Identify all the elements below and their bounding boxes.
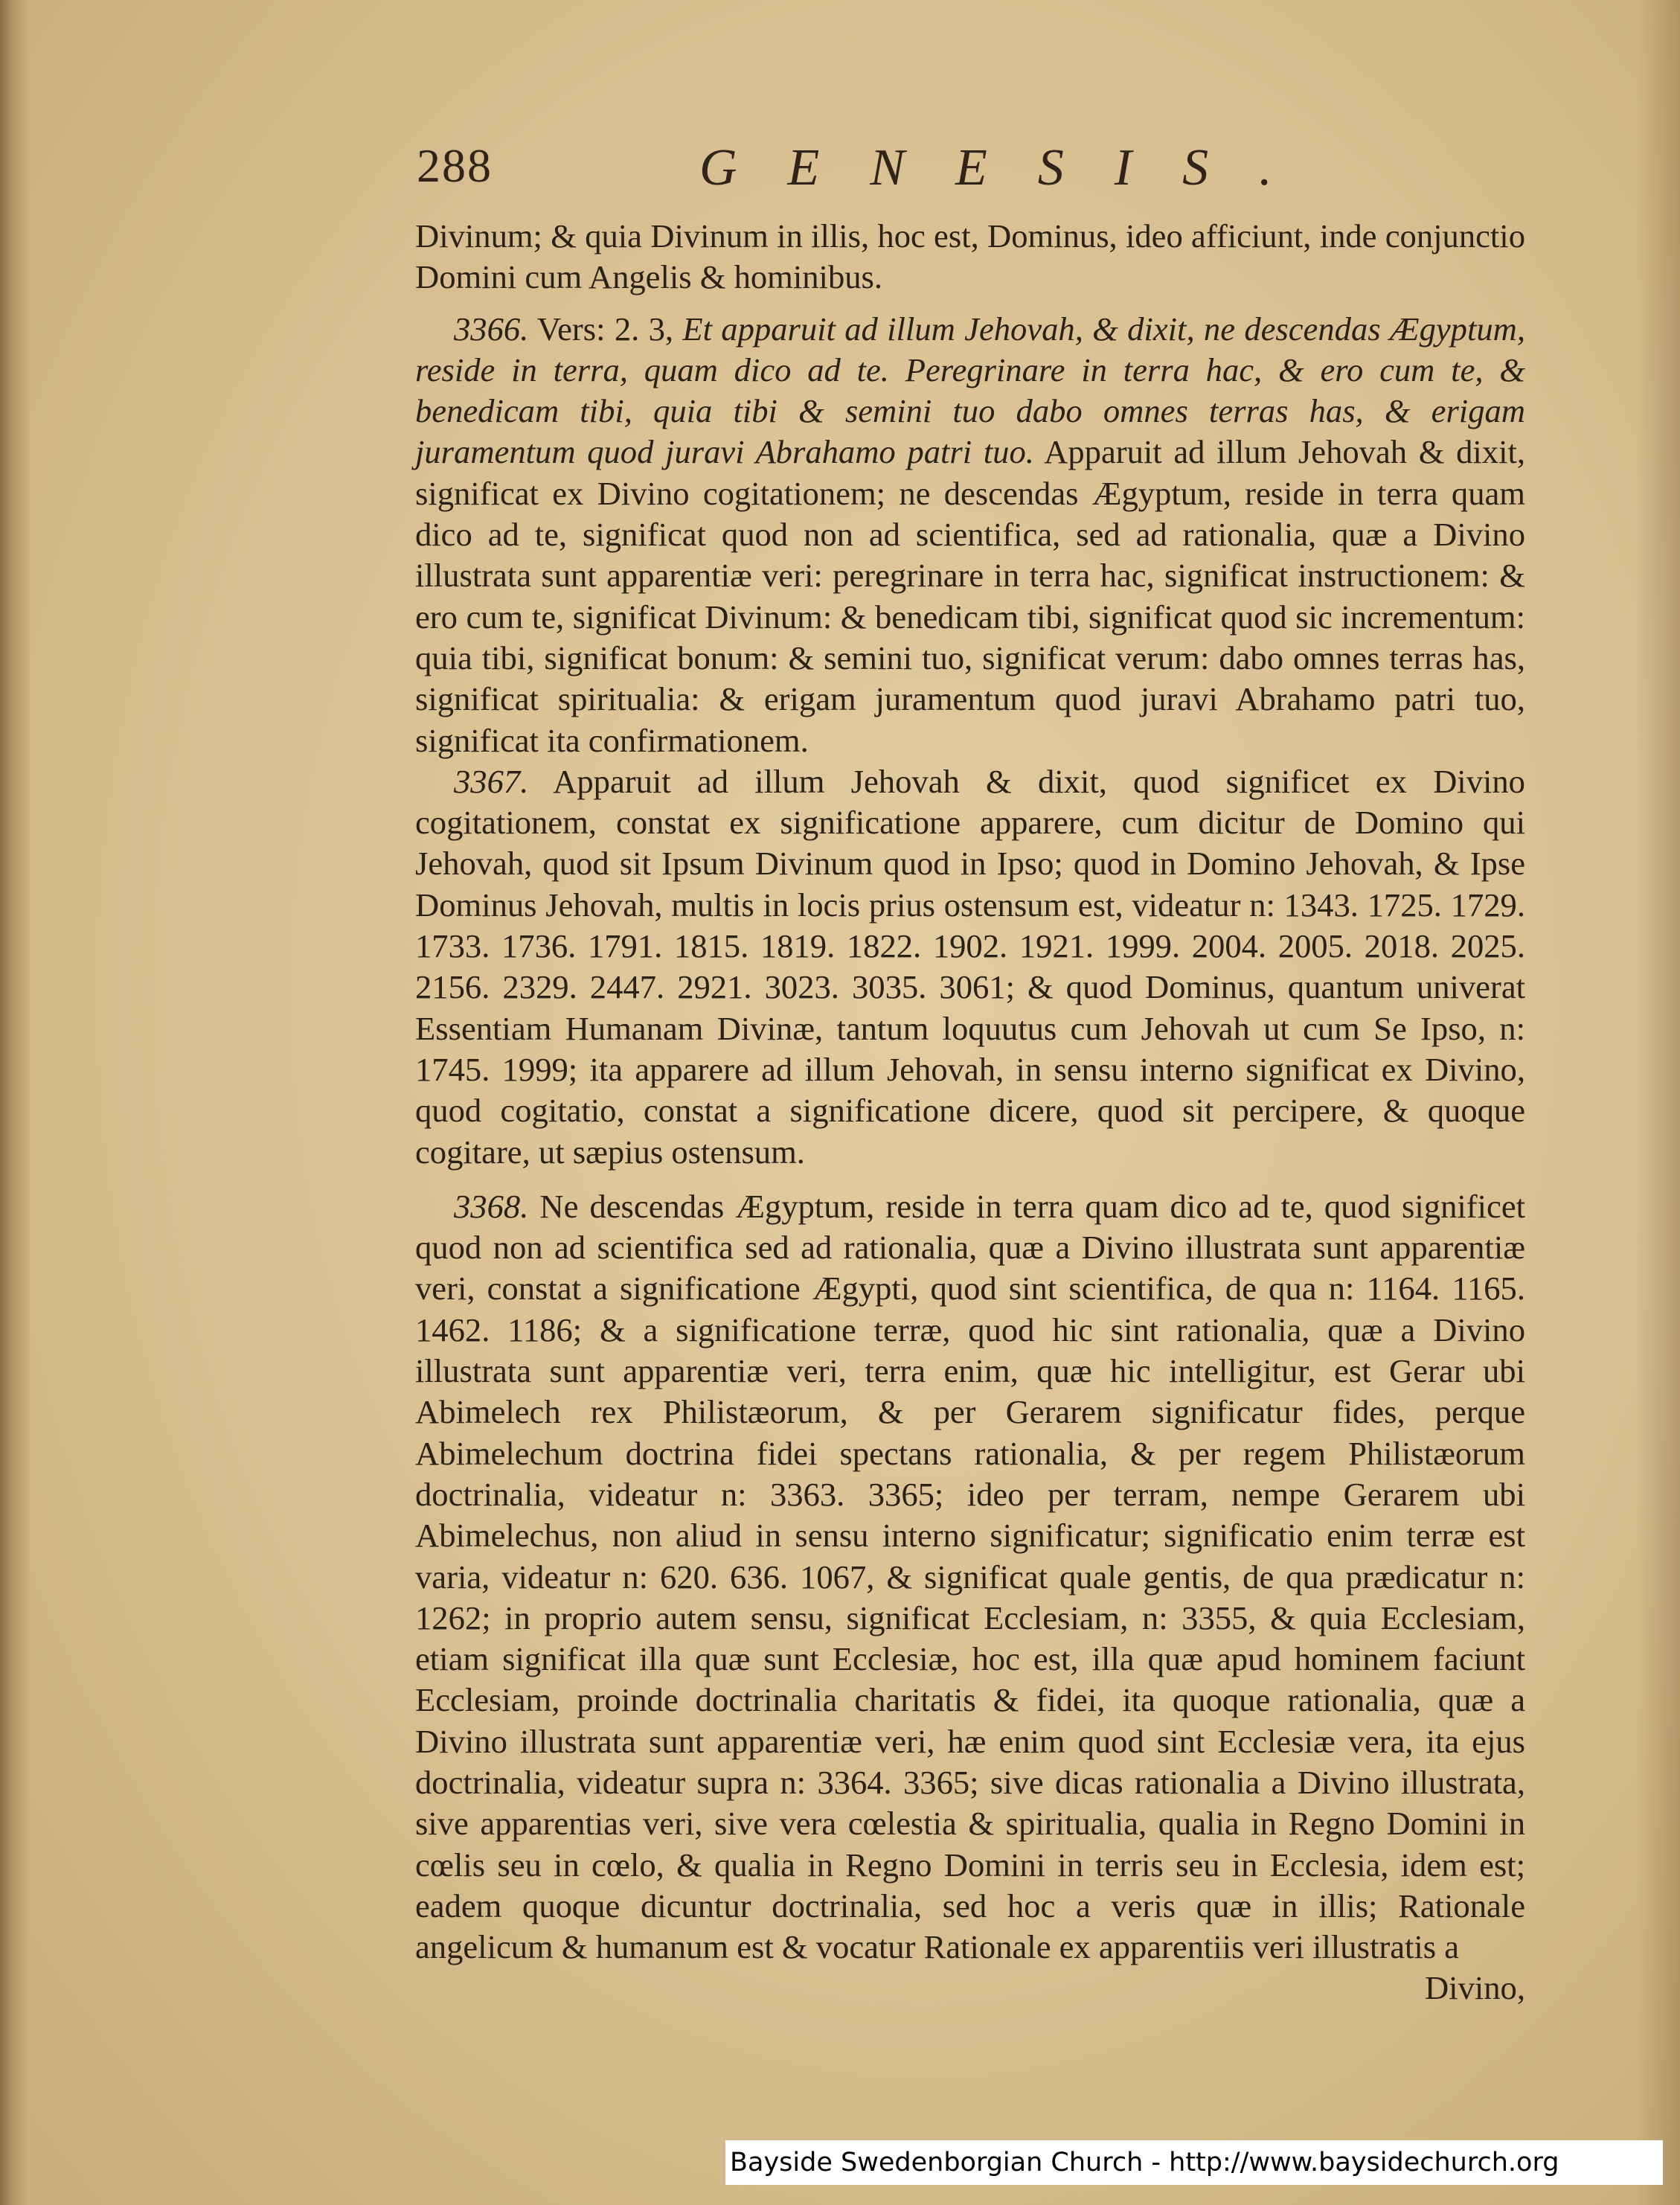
text-segment: Apparuit ad illum Jehovah & dixit, significat ex Divino cogitationem; ne descendas Ægyptum, reside in terra quam dico ad te, significat quod non ad scientifica, sed ad rationalia, quæ a Divino illustrata sunt apparentiæ veri: peregrinare in terra hac, significat instructionem: & ero cum te, significat Divinum: & benedicam tibi, significat quod sic incrementum: quia tibi, significat bonum: & semini tuo, significat verum: dabo omnes terras has, significat spiritualia: & erigam juramentum quod juravi Abrahamo patri tuo, significat ita confirmationem. xyxy=(415,433,1525,759)
footer-watermark: Bayside Swedenborgian Church - http://www.baysidechurch.org xyxy=(725,2140,1663,2185)
page-gutter-shadow xyxy=(0,0,30,2205)
catchword: Divino, xyxy=(1424,1969,1525,2007)
text-segment: Divinum; & quia Divinum in illis, hoc est, Dominus, ideo afficiunt, inde conjunctio Domini cum Angelis & hominibus. xyxy=(415,217,1525,296)
body-text xyxy=(415,216,1525,2009)
running-title: GENESIS. xyxy=(699,139,1323,196)
text-segment: Vers: 2. 3, xyxy=(536,310,683,348)
paragraph-3367 xyxy=(415,761,1525,1173)
paragraph-number: 3368. xyxy=(454,1187,529,1225)
page-header xyxy=(417,138,1525,205)
page-edge-shadow xyxy=(1635,0,1680,2205)
paragraph-number: 3366. xyxy=(454,310,529,348)
paragraph-continuation xyxy=(415,216,1525,298)
page-number: 288 xyxy=(417,139,493,192)
paragraph-3366 xyxy=(415,309,1525,761)
paragraph-number: 3367. xyxy=(454,762,529,800)
text-segment: Apparuit ad illum Jehovah & dixit, quod significet ex Divino cogitationem, constat ex significatione apparere, cum dicitur de Domino qui Jehovah, quod sit Ipsum Divinum quod in Ipso; quod in Domino Jehovah, & Ipse Dominus Jehovah, multis in locis prius ostensum est, videatur n: 1343. 1725. 1729. 1733. 1736. 1791. 1815. 1819. 1822. 1902. 1921. 1999. 2004. 2005. 2018. 2025. 2156. 2329. 2447. 2921. 3023. 3035. 3061; & quod Dominus, quantum univerat Essentiam Humanam Divinæ, tantum loquutus cum Jehovah ut cum Se Ipso, n: 1745. 1999; ita apparere ad illum Jehovah, in sensu interno significat ex Divino, quod cogitatio, constat a significatione dicere, quod sit percipere, & quoque cogitare, ut sæpius ostensum. xyxy=(415,762,1525,1171)
scripture-quote: Et apparuit ad illum Jehovah, & dixit, ne descendas Ægyptum, reside in terra, quam dico ad te. Peregrinare in terra hac, & ero cum te, & benedicam tibi, quia tibi & semini tuo dabo omnes terras has, & erigam juramentum quod juravi Abrahamo patri tuo. xyxy=(415,310,1525,471)
paragraph-3368 xyxy=(415,1186,1525,1968)
text-segment: Ne descendas Ægyptum, reside in terra quam dico ad te, quod significet quod non ad scientifica sed ad rationalia, quæ a Divino illustrata sunt apparentiæ veri, constat a significatione Ægypti, quod sint scientifica, de qua n: 1164. 1165. 1462. 1186; & a significatione terræ, quod hic sint rationalia, quæ a Divino illustrata sunt apparentiæ veri, terra enim, quæ hic intelligitur, est Gerar ubi Abimelech rex Philistæorum, & per Gerarem significatur fides, perque Abimelechum doctrina fidei spectans rationalia, & per regem Philistæorum doctrinalia, videatur n: 3363. 3365; ideo per terram, nempe Gerarem ubi Abimelechus, non aliud in sensu interno significatur; significatio enim terræ est varia, videatur n: 620. 636. 1067, & significat quale gentis, de qua prædicatur n: 1262; in proprio autem sensu, significat Ecclesiam, n: 3355, & quia Ecclesiam, etiam significat illa quæ sunt Ecclesiæ, hoc est, illa quæ apud hominem faciunt Ecclesiam, proinde doctrinalia charitatis & fidei, ita quoque rationalia, quæ a Divino illustrata sunt apparentiæ veri, hæ enim quod sint Ecclesiæ vera, ita ejus doctrinalia, videatur supra n: 3364. 3365; sive dicas rationalia a Divino illustrata, sive apparentias veri, sive vera cœlestia & spiritualia, qualia in Regno Domini in cœlis seu in cœlo, & qualia in Regno Domini in terris seu in Ecclesia, idem est; eadem quoque dicuntur doctrinalia, sed hoc a veris quæ in illis; Rationale angelicum & humanum est & vocatur Rationale ex apparentiis veri illustratis a xyxy=(415,1187,1526,1966)
